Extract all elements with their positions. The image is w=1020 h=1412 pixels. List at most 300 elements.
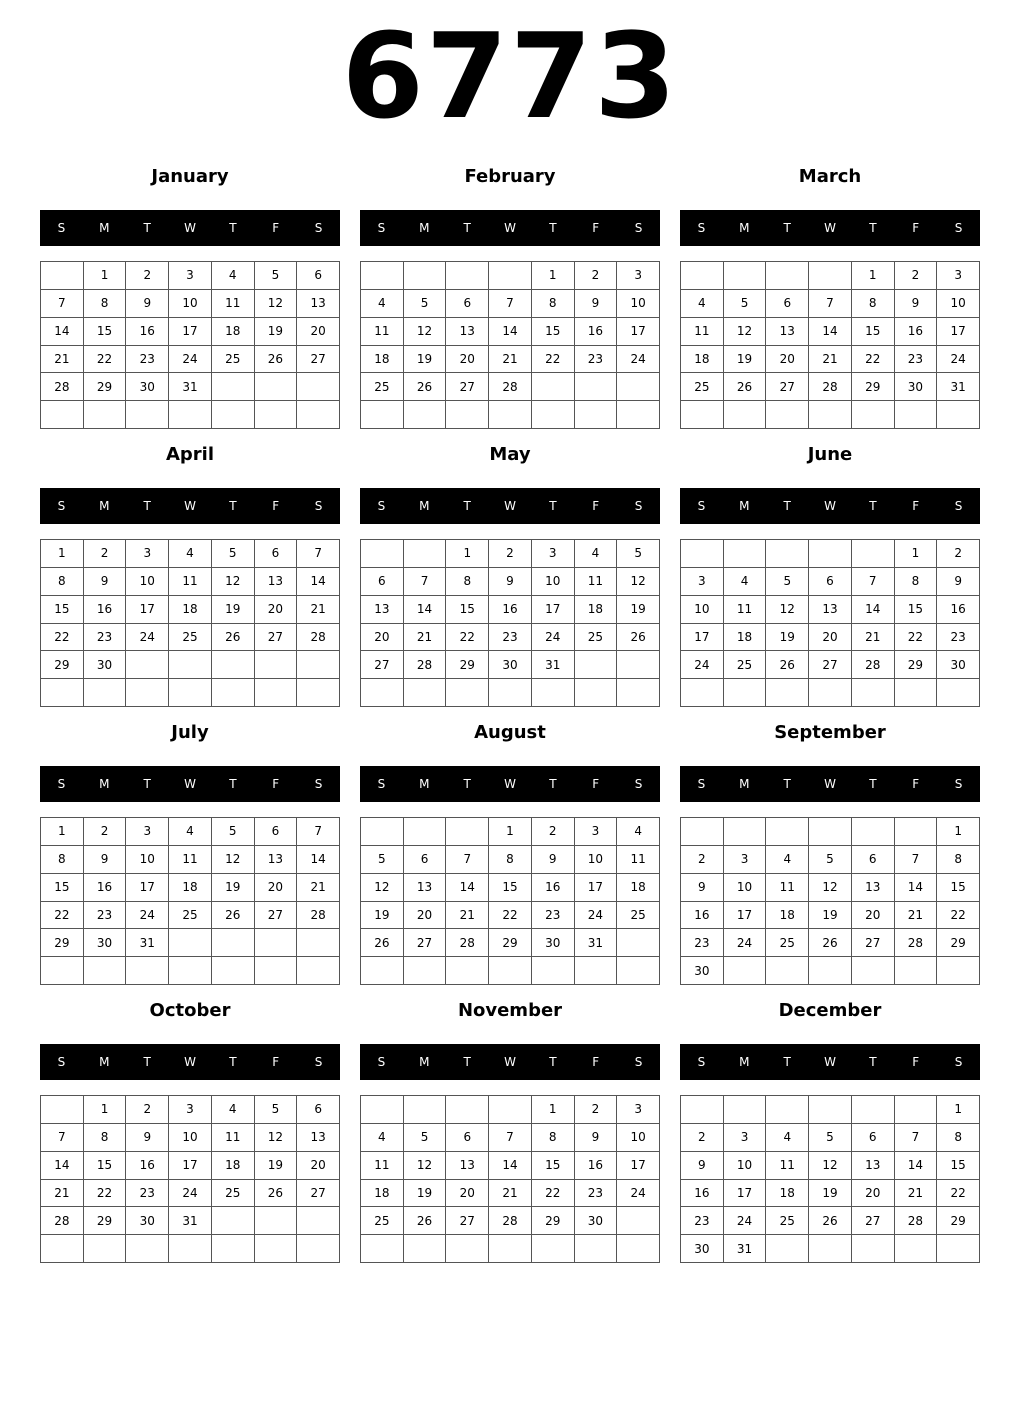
empty-day-cell — [489, 957, 532, 985]
day-cell: 24 — [617, 346, 660, 374]
day-cell: 30 — [681, 1235, 724, 1263]
day-cell: 16 — [84, 596, 127, 624]
empty-day-cell — [126, 651, 169, 679]
day-cell: 12 — [404, 1152, 447, 1180]
weekday-label: S — [634, 777, 643, 791]
day-cell: 24 — [126, 624, 169, 652]
day-cell: 20 — [361, 624, 404, 652]
day-cell: 27 — [255, 902, 298, 930]
weekday-label: T — [143, 499, 151, 513]
empty-day-cell — [361, 818, 404, 846]
day-cell: 14 — [852, 596, 895, 624]
day-cell: 24 — [617, 1180, 660, 1208]
empty-day-cell — [766, 1096, 809, 1124]
day-cell: 15 — [532, 318, 575, 346]
day-cell: 1 — [937, 1096, 980, 1124]
weekday-label: T — [549, 777, 557, 791]
day-cell: 10 — [617, 1124, 660, 1152]
day-cell: 8 — [41, 846, 84, 874]
day-cell: 5 — [404, 1124, 447, 1152]
day-cell: 17 — [937, 318, 980, 346]
day-cell: 12 — [212, 846, 255, 874]
day-cell: 26 — [212, 624, 255, 652]
day-cell: 13 — [852, 1152, 895, 1180]
day-cell: 11 — [169, 846, 212, 874]
empty-day-cell — [852, 679, 895, 707]
day-cell: 8 — [852, 290, 895, 318]
empty-day-cell — [852, 401, 895, 429]
empty-day-cell — [937, 679, 980, 707]
weekday-label: T — [783, 1055, 791, 1069]
day-cell: 27 — [297, 346, 340, 374]
empty-day-cell — [404, 957, 447, 985]
day-cell: 14 — [809, 318, 852, 346]
empty-day-cell — [766, 957, 809, 985]
day-cell: 14 — [404, 596, 447, 624]
empty-day-cell — [809, 540, 852, 568]
day-cell: 1 — [41, 818, 84, 846]
empty-day-cell — [532, 401, 575, 429]
day-cell: 16 — [84, 874, 127, 902]
day-cell: 5 — [809, 846, 852, 874]
day-cell: 5 — [212, 540, 255, 568]
day-cell: 20 — [255, 874, 298, 902]
day-cell: 7 — [297, 540, 340, 568]
day-cell: 14 — [489, 1152, 532, 1180]
day-cell: 9 — [681, 874, 724, 902]
day-cell: 16 — [681, 902, 724, 930]
day-cell: 6 — [766, 290, 809, 318]
empty-day-cell — [169, 1235, 212, 1263]
day-cell: 26 — [404, 373, 447, 401]
day-cell: 24 — [937, 346, 980, 374]
empty-day-cell — [809, 1096, 852, 1124]
day-cell: 12 — [617, 568, 660, 596]
weekday-label: S — [377, 221, 386, 235]
day-grid — [680, 817, 980, 985]
weekday-label: S — [634, 499, 643, 513]
weekday-label: F — [912, 499, 920, 513]
day-cell: 29 — [84, 1207, 127, 1235]
empty-day-cell — [852, 1096, 895, 1124]
day-cell: 12 — [724, 318, 767, 346]
empty-day-cell — [361, 262, 404, 290]
empty-day-cell — [169, 957, 212, 985]
empty-day-cell — [404, 401, 447, 429]
day-cell: 12 — [255, 290, 298, 318]
day-cell: 24 — [575, 902, 618, 930]
weekday-label: T — [549, 499, 557, 513]
day-cell: 5 — [809, 1124, 852, 1152]
weekday-label: M — [99, 1055, 110, 1069]
empty-day-cell — [681, 540, 724, 568]
day-cell: 13 — [255, 846, 298, 874]
month-november — [360, 994, 660, 1266]
day-cell: 2 — [126, 262, 169, 290]
weekday-label: F — [592, 777, 600, 791]
empty-day-cell — [575, 1235, 618, 1263]
month-january — [40, 160, 340, 432]
empty-day-cell — [212, 373, 255, 401]
day-cell: 11 — [169, 568, 212, 596]
day-cell: 22 — [895, 624, 938, 652]
empty-day-cell — [255, 1235, 298, 1263]
empty-day-cell — [617, 679, 660, 707]
day-cell: 16 — [126, 318, 169, 346]
day-cell: 21 — [895, 902, 938, 930]
day-cell: 15 — [852, 318, 895, 346]
weekday-label: S — [954, 499, 963, 513]
weekday-label: T — [869, 221, 877, 235]
day-cell: 9 — [84, 846, 127, 874]
day-cell: 20 — [297, 318, 340, 346]
day-cell: 21 — [297, 874, 340, 902]
weekday-label: T — [143, 221, 151, 235]
weekday-label: T — [549, 1055, 557, 1069]
day-cell: 7 — [809, 290, 852, 318]
day-cell: 19 — [212, 596, 255, 624]
day-cell: 4 — [617, 818, 660, 846]
day-cell: 3 — [617, 1096, 660, 1124]
empty-day-cell — [404, 679, 447, 707]
day-cell: 10 — [169, 1124, 212, 1152]
empty-day-cell — [41, 679, 84, 707]
weekday-label: T — [229, 221, 237, 235]
weekday-label: W — [184, 777, 196, 791]
day-cell: 19 — [404, 346, 447, 374]
day-cell: 13 — [297, 290, 340, 318]
day-cell: 3 — [575, 818, 618, 846]
day-cell: 6 — [809, 568, 852, 596]
empty-day-cell — [84, 679, 127, 707]
day-cell: 24 — [724, 929, 767, 957]
day-cell: 23 — [937, 624, 980, 652]
day-cell: 22 — [41, 624, 84, 652]
weekday-header — [360, 210, 660, 246]
empty-day-cell — [724, 1096, 767, 1124]
day-cell: 30 — [532, 929, 575, 957]
day-cell: 20 — [852, 1180, 895, 1208]
weekday-label: F — [912, 1055, 920, 1069]
weekday-label: S — [697, 777, 706, 791]
month-name: January — [151, 166, 229, 187]
day-cell: 18 — [361, 1180, 404, 1208]
day-cell: 8 — [84, 1124, 127, 1152]
month-december — [680, 994, 980, 1266]
weekday-header — [360, 766, 660, 802]
day-cell: 17 — [126, 596, 169, 624]
weekday-label: W — [824, 777, 836, 791]
day-cell: 21 — [852, 624, 895, 652]
day-cell: 7 — [895, 1124, 938, 1152]
day-cell: 14 — [297, 846, 340, 874]
weekday-header — [680, 1044, 980, 1080]
day-cell: 10 — [532, 568, 575, 596]
day-cell: 25 — [212, 346, 255, 374]
day-cell: 1 — [84, 1096, 127, 1124]
empty-day-cell — [404, 1096, 447, 1124]
day-cell: 6 — [255, 818, 298, 846]
day-cell: 3 — [681, 568, 724, 596]
empty-day-cell — [255, 929, 298, 957]
day-cell: 9 — [895, 290, 938, 318]
empty-day-cell — [446, 818, 489, 846]
day-cell: 11 — [361, 318, 404, 346]
day-cell: 7 — [446, 846, 489, 874]
day-cell: 7 — [895, 846, 938, 874]
day-cell: 1 — [84, 262, 127, 290]
day-cell: 11 — [575, 568, 618, 596]
weekday-label: S — [57, 499, 66, 513]
day-cell: 9 — [937, 568, 980, 596]
weekday-label: S — [377, 499, 386, 513]
day-cell: 18 — [681, 346, 724, 374]
weekday-header — [680, 766, 980, 802]
day-cell: 17 — [617, 318, 660, 346]
day-cell: 2 — [532, 818, 575, 846]
day-cell: 29 — [446, 651, 489, 679]
empty-day-cell — [766, 540, 809, 568]
day-cell: 17 — [126, 874, 169, 902]
day-cell: 25 — [766, 929, 809, 957]
empty-day-cell — [766, 679, 809, 707]
empty-day-cell — [446, 957, 489, 985]
day-cell: 3 — [169, 1096, 212, 1124]
day-grid — [40, 817, 340, 985]
month-name: November — [457, 1000, 563, 1021]
weekday-label: T — [869, 1055, 877, 1069]
day-cell: 15 — [84, 318, 127, 346]
empty-day-cell — [809, 401, 852, 429]
empty-day-cell — [297, 401, 340, 429]
empty-day-cell — [532, 373, 575, 401]
empty-day-cell — [575, 651, 618, 679]
day-cell: 7 — [297, 818, 340, 846]
day-cell: 23 — [84, 624, 127, 652]
day-cell: 15 — [446, 596, 489, 624]
day-cell: 24 — [681, 651, 724, 679]
day-cell: 13 — [404, 874, 447, 902]
weekday-label: M — [739, 777, 750, 791]
empty-day-cell — [212, 651, 255, 679]
empty-day-cell — [532, 1235, 575, 1263]
weekday-header — [40, 488, 340, 524]
empty-day-cell — [361, 1096, 404, 1124]
weekday-label: W — [824, 221, 836, 235]
weekday-label: S — [954, 777, 963, 791]
day-cell: 23 — [575, 1180, 618, 1208]
day-cell: 23 — [681, 929, 724, 957]
day-cell: 26 — [212, 902, 255, 930]
day-cell: 20 — [255, 596, 298, 624]
empty-day-cell — [255, 651, 298, 679]
day-cell: 3 — [126, 818, 169, 846]
empty-day-cell — [766, 262, 809, 290]
day-cell: 31 — [575, 929, 618, 957]
day-cell: 28 — [489, 1207, 532, 1235]
day-cell: 13 — [255, 568, 298, 596]
day-cell: 30 — [126, 1207, 169, 1235]
empty-day-cell — [84, 401, 127, 429]
day-cell: 12 — [404, 318, 447, 346]
weekday-label: W — [824, 499, 836, 513]
day-cell: 4 — [212, 1096, 255, 1124]
empty-day-cell — [532, 957, 575, 985]
empty-day-cell — [575, 679, 618, 707]
weekday-label: F — [272, 777, 280, 791]
day-cell: 16 — [937, 596, 980, 624]
day-cell: 21 — [489, 1180, 532, 1208]
day-cell: 10 — [724, 874, 767, 902]
day-cell: 21 — [895, 1180, 938, 1208]
day-cell: 28 — [446, 929, 489, 957]
day-cell: 18 — [212, 318, 255, 346]
empty-day-cell — [126, 401, 169, 429]
empty-day-cell — [724, 957, 767, 985]
day-cell: 11 — [681, 318, 724, 346]
day-cell: 2 — [575, 1096, 618, 1124]
day-cell: 22 — [937, 1180, 980, 1208]
day-cell: 28 — [41, 373, 84, 401]
day-cell: 25 — [617, 902, 660, 930]
day-cell: 25 — [575, 624, 618, 652]
day-cell: 12 — [809, 874, 852, 902]
empty-day-cell — [41, 1235, 84, 1263]
day-cell: 1 — [895, 540, 938, 568]
weekday-header — [680, 488, 980, 524]
day-cell: 30 — [895, 373, 938, 401]
day-cell: 9 — [575, 1124, 618, 1152]
day-cell: 21 — [446, 902, 489, 930]
day-cell: 12 — [255, 1124, 298, 1152]
day-cell: 25 — [766, 1207, 809, 1235]
day-cell: 6 — [852, 846, 895, 874]
weekday-label: W — [184, 1055, 196, 1069]
day-cell: 11 — [766, 1152, 809, 1180]
weekday-label: F — [272, 221, 280, 235]
empty-day-cell — [532, 679, 575, 707]
day-cell: 16 — [681, 1180, 724, 1208]
day-cell: 3 — [169, 262, 212, 290]
day-cell: 28 — [41, 1207, 84, 1235]
day-cell: 4 — [766, 1124, 809, 1152]
day-cell: 27 — [297, 1180, 340, 1208]
day-cell: 14 — [297, 568, 340, 596]
day-cell: 12 — [212, 568, 255, 596]
day-cell: 13 — [446, 1152, 489, 1180]
weekday-label: M — [739, 1055, 750, 1069]
weekday-label: S — [697, 1055, 706, 1069]
day-cell: 8 — [41, 568, 84, 596]
weekday-label: T — [229, 1055, 237, 1069]
empty-day-cell — [724, 540, 767, 568]
day-cell: 26 — [617, 624, 660, 652]
weekday-label: T — [463, 1055, 471, 1069]
day-cell: 13 — [852, 874, 895, 902]
day-cell: 22 — [937, 902, 980, 930]
day-cell: 13 — [766, 318, 809, 346]
day-cell: 28 — [852, 651, 895, 679]
day-cell: 31 — [937, 373, 980, 401]
weekday-header — [40, 1044, 340, 1080]
weekday-label: W — [504, 1055, 516, 1069]
empty-day-cell — [297, 1235, 340, 1263]
day-cell: 23 — [126, 346, 169, 374]
day-cell: 20 — [404, 902, 447, 930]
day-cell: 25 — [724, 651, 767, 679]
day-cell: 9 — [489, 568, 532, 596]
weekday-label: S — [314, 777, 323, 791]
weekday-label: S — [634, 221, 643, 235]
day-cell: 18 — [766, 902, 809, 930]
empty-day-cell — [297, 679, 340, 707]
day-cell: 9 — [126, 290, 169, 318]
day-cell: 2 — [681, 846, 724, 874]
empty-day-cell — [766, 818, 809, 846]
month-september — [680, 716, 980, 988]
weekday-header — [360, 1044, 660, 1080]
day-cell: 9 — [681, 1152, 724, 1180]
empty-day-cell — [895, 957, 938, 985]
empty-day-cell — [724, 818, 767, 846]
day-cell: 30 — [489, 651, 532, 679]
day-cell: 3 — [937, 262, 980, 290]
empty-day-cell — [361, 540, 404, 568]
weekday-header — [680, 210, 980, 246]
day-cell: 26 — [361, 929, 404, 957]
weekday-label: M — [99, 777, 110, 791]
day-cell: 3 — [617, 262, 660, 290]
empty-day-cell — [361, 1235, 404, 1263]
empty-day-cell — [489, 1235, 532, 1263]
day-cell: 17 — [617, 1152, 660, 1180]
month-june — [680, 438, 980, 710]
day-cell: 30 — [575, 1207, 618, 1235]
day-cell: 18 — [575, 596, 618, 624]
day-grid — [360, 539, 660, 707]
empty-day-cell — [766, 401, 809, 429]
empty-day-cell — [255, 957, 298, 985]
day-cell: 13 — [809, 596, 852, 624]
empty-day-cell — [575, 373, 618, 401]
month-name: September — [774, 722, 886, 743]
day-cell: 25 — [169, 624, 212, 652]
empty-day-cell — [724, 679, 767, 707]
empty-day-cell — [404, 262, 447, 290]
empty-day-cell — [895, 679, 938, 707]
day-cell: 21 — [41, 1180, 84, 1208]
day-cell: 9 — [126, 1124, 169, 1152]
weekday-label: S — [314, 499, 323, 513]
weekday-label: M — [739, 499, 750, 513]
day-cell: 26 — [255, 346, 298, 374]
day-cell: 17 — [532, 596, 575, 624]
day-cell: 21 — [41, 346, 84, 374]
weekday-label: S — [697, 499, 706, 513]
empty-day-cell — [126, 679, 169, 707]
day-cell: 19 — [255, 1152, 298, 1180]
empty-day-cell — [681, 401, 724, 429]
day-cell: 2 — [126, 1096, 169, 1124]
empty-day-cell — [809, 957, 852, 985]
day-cell: 8 — [937, 846, 980, 874]
day-cell: 11 — [212, 1124, 255, 1152]
month-name: May — [489, 444, 531, 465]
empty-day-cell — [617, 651, 660, 679]
day-cell: 15 — [937, 874, 980, 902]
day-cell: 27 — [361, 651, 404, 679]
weekday-label: T — [783, 221, 791, 235]
